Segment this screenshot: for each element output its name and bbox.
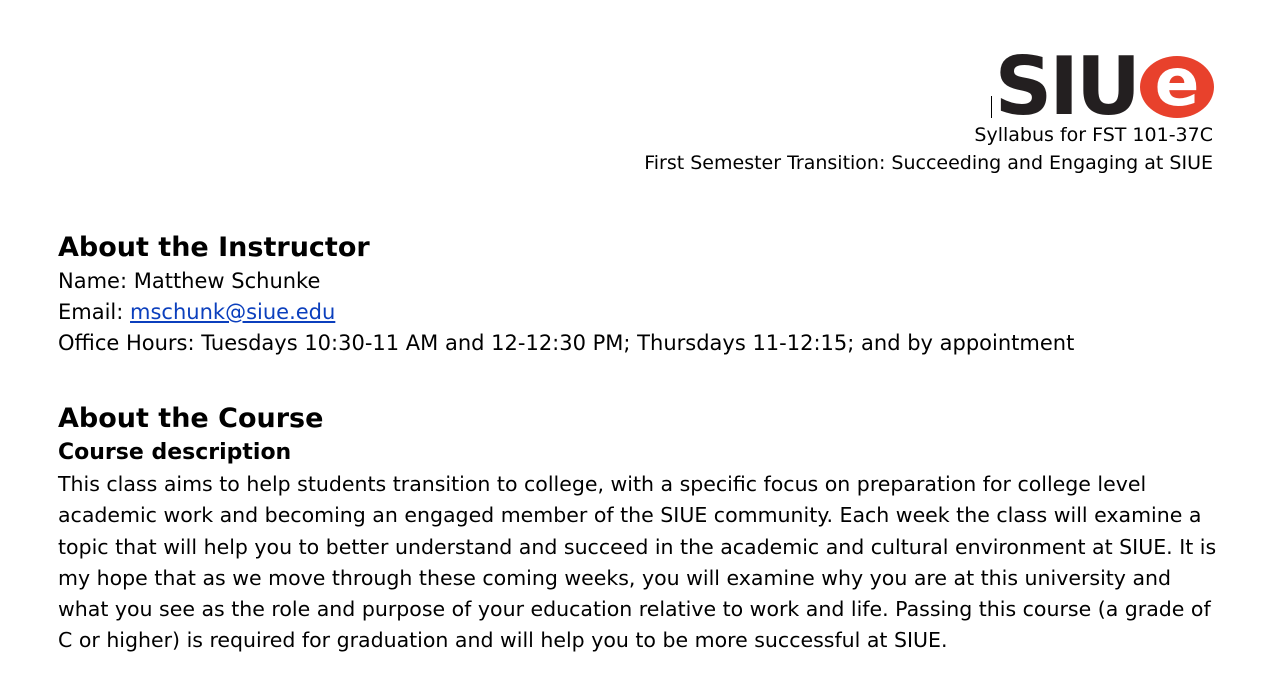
email-label: Email: (58, 300, 124, 324)
course-heading: About the Course (58, 403, 324, 434)
document-body (58, 230, 1218, 657)
office-hours-label: Office Hours: (58, 331, 195, 355)
instructor-name: Matthew Schunke (133, 269, 321, 293)
instructor-heading: About the Instructor (58, 232, 370, 263)
logo-text: SIU (994, 40, 1138, 133)
office-hours-value: Tuesdays 10:30-11 AM and 12-12:30 PM; Thursdays 11-12:15; and by appointment (201, 331, 1075, 355)
text-cursor (991, 96, 992, 118)
instructor-name-line (58, 266, 1218, 297)
document-header (644, 121, 1213, 177)
course-title: First Semester Transition: Succeeding and Engaging at SIUE (644, 152, 1213, 174)
email-link[interactable]: mschunk@siue.edu (130, 300, 336, 324)
course-description-heading: Course description (58, 440, 292, 465)
section-spacer (58, 359, 1218, 401)
office-hours-line (58, 328, 1218, 359)
name-label: Name: (58, 269, 128, 293)
course-description: This class aims to help students transition to college, with a specific focus on preparation for college level academic work and becoming an engaged member of the SIUE community. Each week the class will examine a topic that will help you to better understand and succeed in the academic and cultural environment at SIUE. It is my hope that as we move through these coming weeks, you will examine why you are at this university and what you see as the role and purpose of your education relative to work and life. Passing this course (a grade of C or higher) is required for graduation and will help you to be more successful at SIUE. (58, 472, 1217, 653)
instructor-email-line (58, 297, 1218, 328)
logo-accent-letter: e (1140, 56, 1214, 118)
siue-logo (994, 40, 1214, 133)
syllabus-line: Syllabus for FST 101-37C (974, 124, 1213, 146)
